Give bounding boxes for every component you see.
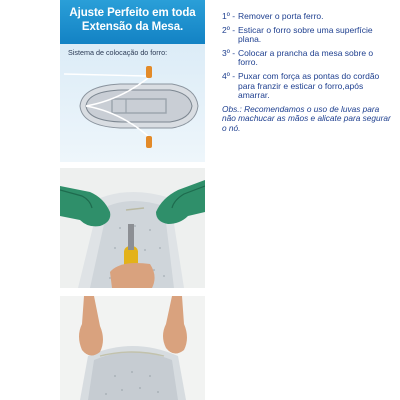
header-title-line1: Ajuste Perfeito em toda <box>69 7 196 19</box>
step-number: 3º - <box>222 47 236 58</box>
header-title-line2: Extensão da Mesa. <box>81 21 184 33</box>
step-2 <box>222 26 392 45</box>
instructions-list <box>222 12 392 133</box>
cord-toggle-bottom <box>146 136 152 148</box>
board-diagram-panel <box>60 44 205 162</box>
step-text: Esticar o forro sobre uma superfície plana. <box>238 24 373 45</box>
hands-stretching-photo <box>60 296 205 400</box>
ironing-board-diagram <box>60 44 205 162</box>
gloves-pliers-photo <box>60 168 205 288</box>
step-number: 2º - <box>222 24 236 35</box>
step-3 <box>222 49 392 68</box>
step-1 <box>222 12 392 22</box>
diagram-caption: Sistema de colocação do forro: <box>68 48 168 57</box>
step-number: 4º - <box>222 70 236 81</box>
safety-note: Obs.: Recomendamos o uso de luvas para não machucar as mãos e alicate para segurar o nó. <box>222 103 391 133</box>
step-number: 1º - <box>222 11 236 21</box>
step-text: Remover o porta ferro. <box>238 11 324 21</box>
step-text: Colocar a prancha da mesa sobre o forro. <box>238 47 374 68</box>
step-text: Puxar com força as pontas do cordão para franzir e esticar o forro,após amarrar. <box>238 70 380 101</box>
header-banner <box>60 0 205 44</box>
step-4 <box>222 72 392 101</box>
cord-toggle-top <box>146 66 152 78</box>
